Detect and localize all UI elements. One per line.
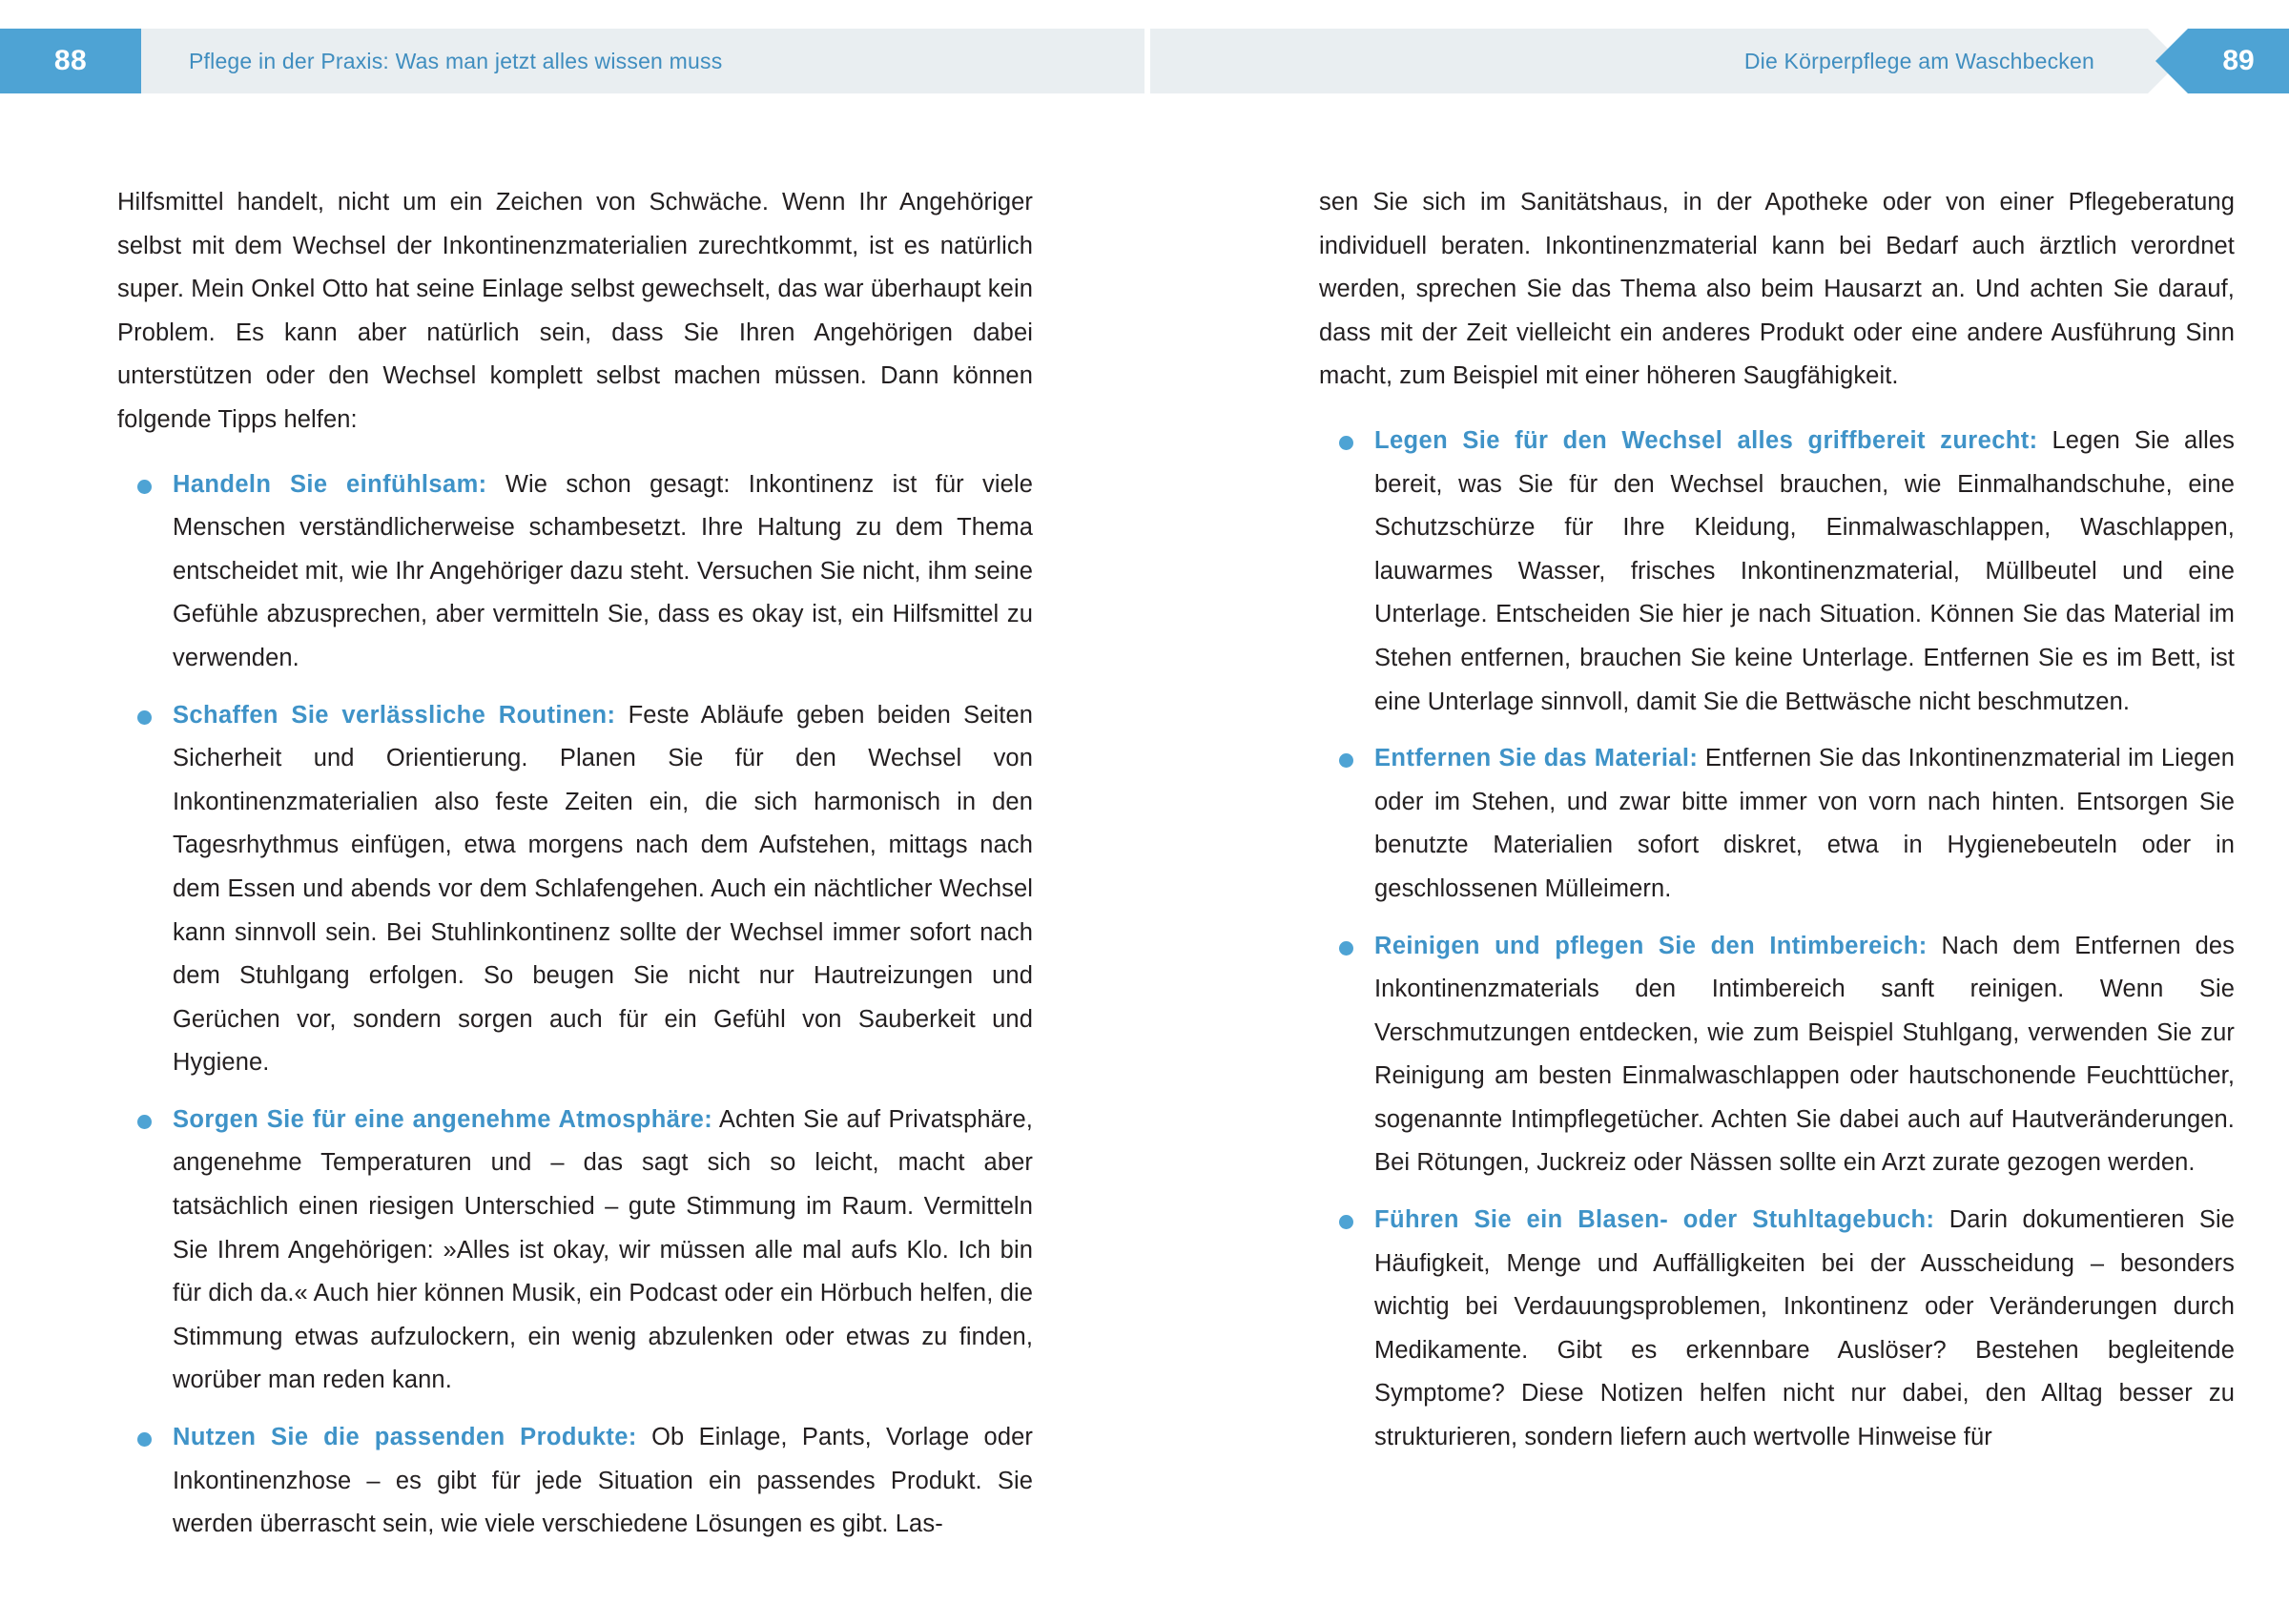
bullet-lead: Entfernen Sie das Material:	[1374, 745, 1699, 772]
bullet-text: Nach dem Entfernen des Inkontinenzmaterials den Intimbereich sanft reinigen. Wenn Sie Verschmutzungen entdecken, wie zum Beispiel Stuhlgang, verwenden Sie zur Reinigung am besten Einmalwaschlappen oder hautschonende Feuchttücher, sogenannte Intimpflegetücher. Achten Sie dabei auch auf Hautveränderungen. Bei Rötungen, Juckreiz oder Nässen sollte ein Arzt zurate gezogen werden.	[1374, 932, 2235, 1177]
list-item	[117, 694, 1033, 1085]
bullet-dot-icon	[137, 1115, 152, 1129]
bullet-lead: Handeln Sie einfühlsam:	[173, 470, 487, 498]
left-column	[117, 181, 1033, 1547]
bullet-lead: Legen Sie für den Wechsel alles griffbereit zurecht:	[1374, 426, 2038, 454]
list-item	[117, 1416, 1033, 1547]
page-number-left: 88	[0, 29, 141, 93]
list-item	[1319, 737, 2235, 911]
list-item	[1319, 925, 2235, 1186]
bullet-dot-icon	[1339, 941, 1353, 956]
list-item	[117, 1099, 1033, 1403]
list-item	[117, 463, 1033, 681]
left-intro-paragraph: Hilfsmittel handelt, nicht um ein Zeichen von Schwäche. Wenn Ihr Angehöriger selbst mit dem Wechsel der Inkontinenzmaterialien zurechtkommt, ist es natürlich super. Mein Onkel Otto hat seine Einlage selbst gewechselt, das war überhaupt kein Problem. Es kann aber natürlich sein, dass Sie Ihren Angehörigen dabei unterstützen oder den Wechsel komplett selbst machen müssen. Dann können folgende Tipps helfen:	[117, 189, 1033, 433]
bullet-dot-icon	[137, 1432, 152, 1447]
bullet-dot-icon	[137, 710, 152, 725]
running-title-right-band	[1150, 29, 2148, 93]
bullet-text: Legen Sie alles bereit, was Sie für den Wechsel brauchen, wie Einmalhandschuhe, eine Schutzschürze für Ihre Kleidung, Einmalwaschlappen, Waschlappen, lauwarmes Wasser, frisches Inkontinenzmaterial, Müllbeutel und eine Unterlage. Entscheiden Sie hier je nach Situation. Können Sie das Material im Stehen entfernen, brauchen Sie keine Unterlage. Entfernen Sie es im Bett, ist eine Unterlage sinnvoll, damit Sie die Bettwäsche nicht beschmutzen.	[1374, 426, 2235, 715]
bullet-text: Feste Abläufe geben beiden Seiten Sicherheit und Orientierung. Planen Sie für den Wechsel von Inkontinenzmaterialien also feste Zeiten ein, die sich harmonisch in den Tagesrhythmus einfügen, etwa morgens nach dem Aufstehen, mittags nach dem Essen und abends vor dem Schlafengehen. Auch ein nächtlicher Wechsel kann sinnvoll sein. Bei Stuhlinkontinenz sollte der Wechsel immer sofort nach dem Stuhlgang erfolgen. So beugen Sie nicht nur Hautreizungen und Gerüchen vor, sondern sorgen auch für ein Gefühl von Sauberkeit und Hygiene.	[173, 701, 1034, 1077]
bullet-lead: Schaffen Sie verlässliche Routinen:	[173, 701, 616, 729]
bullet-lead: Reinigen und pflegen Sie den Intimbereich:	[1374, 932, 1928, 959]
bullet-text: Entfernen Sie das Inkontinenzmaterial im Liegen oder im Stehen, und zwar bitte immer von vorn nach hinten. Entsorgen Sie benutzte Materialien sofort diskret, etwa in Hygienebeuteln oder in geschlossenen Mülleimern.	[1374, 745, 2235, 902]
running-title-left: Pflege in der Praxis: Was man jetzt alles wissen muss	[189, 48, 723, 73]
page-number-right: 89	[2188, 29, 2289, 93]
right-bullet-list	[1319, 420, 2235, 1460]
running-header	[0, 29, 2289, 93]
bullet-text: Achten Sie auf Privatsphäre, angenehme Temperaturen und – das sagt sich so leicht, macht aber tatsächlich einen riesigen Unterschied – gute Stimmung im Raum. Vermitteln Sie Ihrem Angehörigen: »Alles ist okay, wir müssen alle mal aufs Klo. Ich bin für dich da.« Auch hier können Musik, ein Podcast oder ein Hörbuch helfen, die Stimmung etwas aufzulockern, ein wenig abzulenken oder etwas zu finden, worüber man reden kann.	[173, 1105, 1033, 1394]
bullet-text: Ob Einlage, Pants, Vorlage oder Inkontinenzhose – es gibt für jede Situation ein passendes Produkt. Sie werden überrascht sein, wie viele verschiedene Lösungen es gibt. Las-	[173, 1424, 1033, 1538]
bullet-text: Wie schon gesagt: Inkontinenz ist für viele Menschen verständlicherweise schambesetzt. Ihre Haltung zu dem Thema entscheidet mit, wie Ihr Angehöriger dazu steht. Versuchen Sie nicht, ihm seine Gefühle abzusprechen, aber vermitteln Sie, dass es okay ist, ein Hilfsmittel zu verwenden.	[173, 470, 1033, 671]
bullet-dot-icon	[1339, 753, 1353, 768]
list-item	[1319, 1199, 2235, 1460]
bullet-lead: Nutzen Sie die passenden Produkte:	[173, 1424, 637, 1451]
bullet-dot-icon	[137, 480, 152, 494]
bullet-dot-icon	[1339, 1215, 1353, 1229]
bullet-lead: Sorgen Sie für eine angenehme Atmosphäre:	[173, 1105, 713, 1133]
left-bullet-list	[117, 463, 1033, 1547]
right-continuation-paragraph: sen Sie sich im Sanitätshaus, in der Apotheke oder von einer Pflegeberatung individuell beraten. Inkontinenzmaterial kann bei Bedarf auch ärztlich verordnet werden, sprechen Sie das Thema also beim Hausarzt an. Und achten Sie darauf, dass mit der Zeit vielleicht ein anderes Produkt oder eine andere Ausführung Sinn macht, zum Beispiel mit einer höheren Saugfähigkeit.	[1319, 189, 2235, 390]
bullet-text: Darin dokumentieren Sie Häufigkeit, Menge und Auffälligkeiten bei der Ausscheidung – besonders wichtig bei Verdauungsproblemen, Inkontinenz oder Veränderungen durch Medikamente. Gibt es erkennbare Auslöser? Bestehen begleitende Symptome? Diese Notizen helfen nicht nur dabei, den Alltag besser zu strukturieren, sondern liefern auch wertvolle Hinweise für	[1374, 1206, 2235, 1451]
right-column	[1319, 181, 2235, 1460]
running-title-left-band	[141, 29, 1144, 93]
running-title-right: Die Körperpflege am Waschbecken	[1743, 48, 2094, 73]
list-item	[1319, 420, 2235, 724]
bullet-dot-icon	[1339, 436, 1353, 450]
bullet-lead: Führen Sie ein Blasen- oder Stuhltagebuch:	[1374, 1206, 1935, 1234]
